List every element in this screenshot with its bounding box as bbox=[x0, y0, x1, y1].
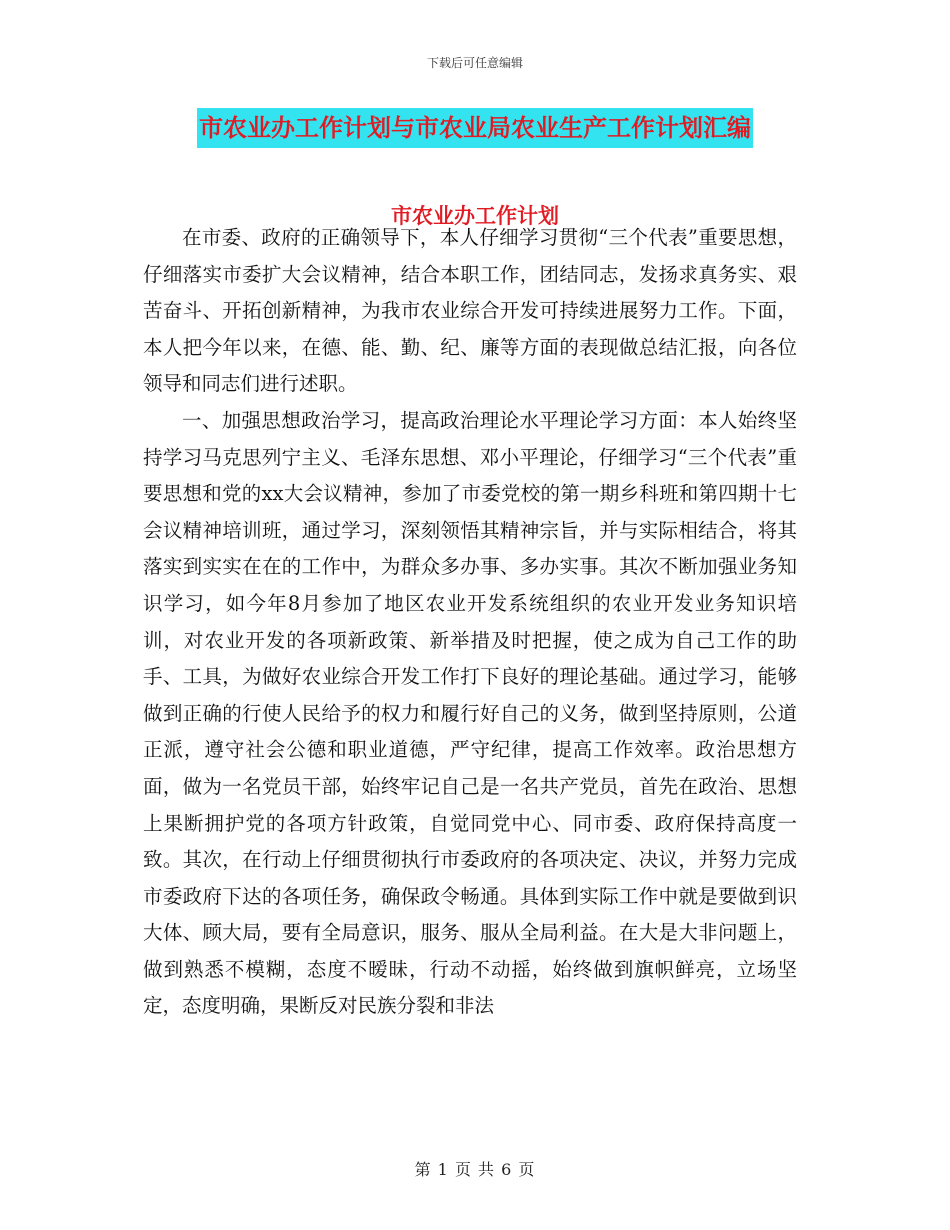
document-title: 市农业办工作计划与市农业局农业生产工作计划汇编 bbox=[197, 108, 753, 148]
document-title-container bbox=[0, 108, 950, 148]
paragraph-intro: 在市委、政府的正确领导下，本人仔细学习贯彻“三个代表”重要思想，仔细落实市委扩大会议精神，结合本职工作，团结同志，发扬求真务实、艰苦奋斗、开拓创新精神，为我市农业综合开发可持续进展努力工作。下面，本人把今年以来，在德、能、勤、纪、廉等方面的表现做总结汇报，向各位领导和同志们进行述职。 bbox=[143, 226, 797, 396]
paragraph-political-study: 一、加强思想政治学习，提高政治理论水平理论学习方面：本人始终坚持学习马克思列宁主义、毛泽东思想、邓小平理论，仔细学习“三个代表”重要思想和党的xx大会议精神，参加了市委党校的第一期乡科班和第四期十七会议精神培训班，通过学习，深刻领悟其精神宗旨，并与实际相结合，将其落实到实实在在的工作中，为群众多办事、多办实事。其次不断加强业务知识学习，如今年8月参加了地区农业开发系统组织的农业开发业务知识培训，对农业开发的各项新政策、新举措及时把握，使之成为自己工作的助手、工具，为做好农业综合开发工作打下良好的理论基础。通过学习，能够做到正确的行使人民给予的权力和履行好自己的义务，做到坚持原则，公道正派，遵守社会公德和职业道德，严守纪律，提高工作效率。政治思想方面，做为一名党员干部，始终牢记自己是一名共产党员，首先在政治、思想上果断拥护党的各项方针政策，自觉同党中心、同市委、政府保持高度一致。其次，在行动上仔细贯彻执行市委政府的各项决定、决议，并努力完成市委政府下达的各项任务，确保政令畅通。具体到实际工作中就是要做到识大体、顾大局，要有全局意识，服务、服从全局利益。在大是大非问题上，做到熟悉不模糊，态度不暧昧，行动不动摇，始终做到旗帜鲜亮，立场坚定，态度明确，果断反对民族分裂和非法 bbox=[143, 408, 797, 1018]
page-footer-number: 第 1 页 共 6 页 bbox=[414, 1160, 536, 1179]
document-body bbox=[143, 220, 797, 1025]
section-title: 市农业办工作计划 bbox=[391, 203, 559, 228]
page-header-note: 下载后可任意编辑 bbox=[426, 56, 523, 70]
